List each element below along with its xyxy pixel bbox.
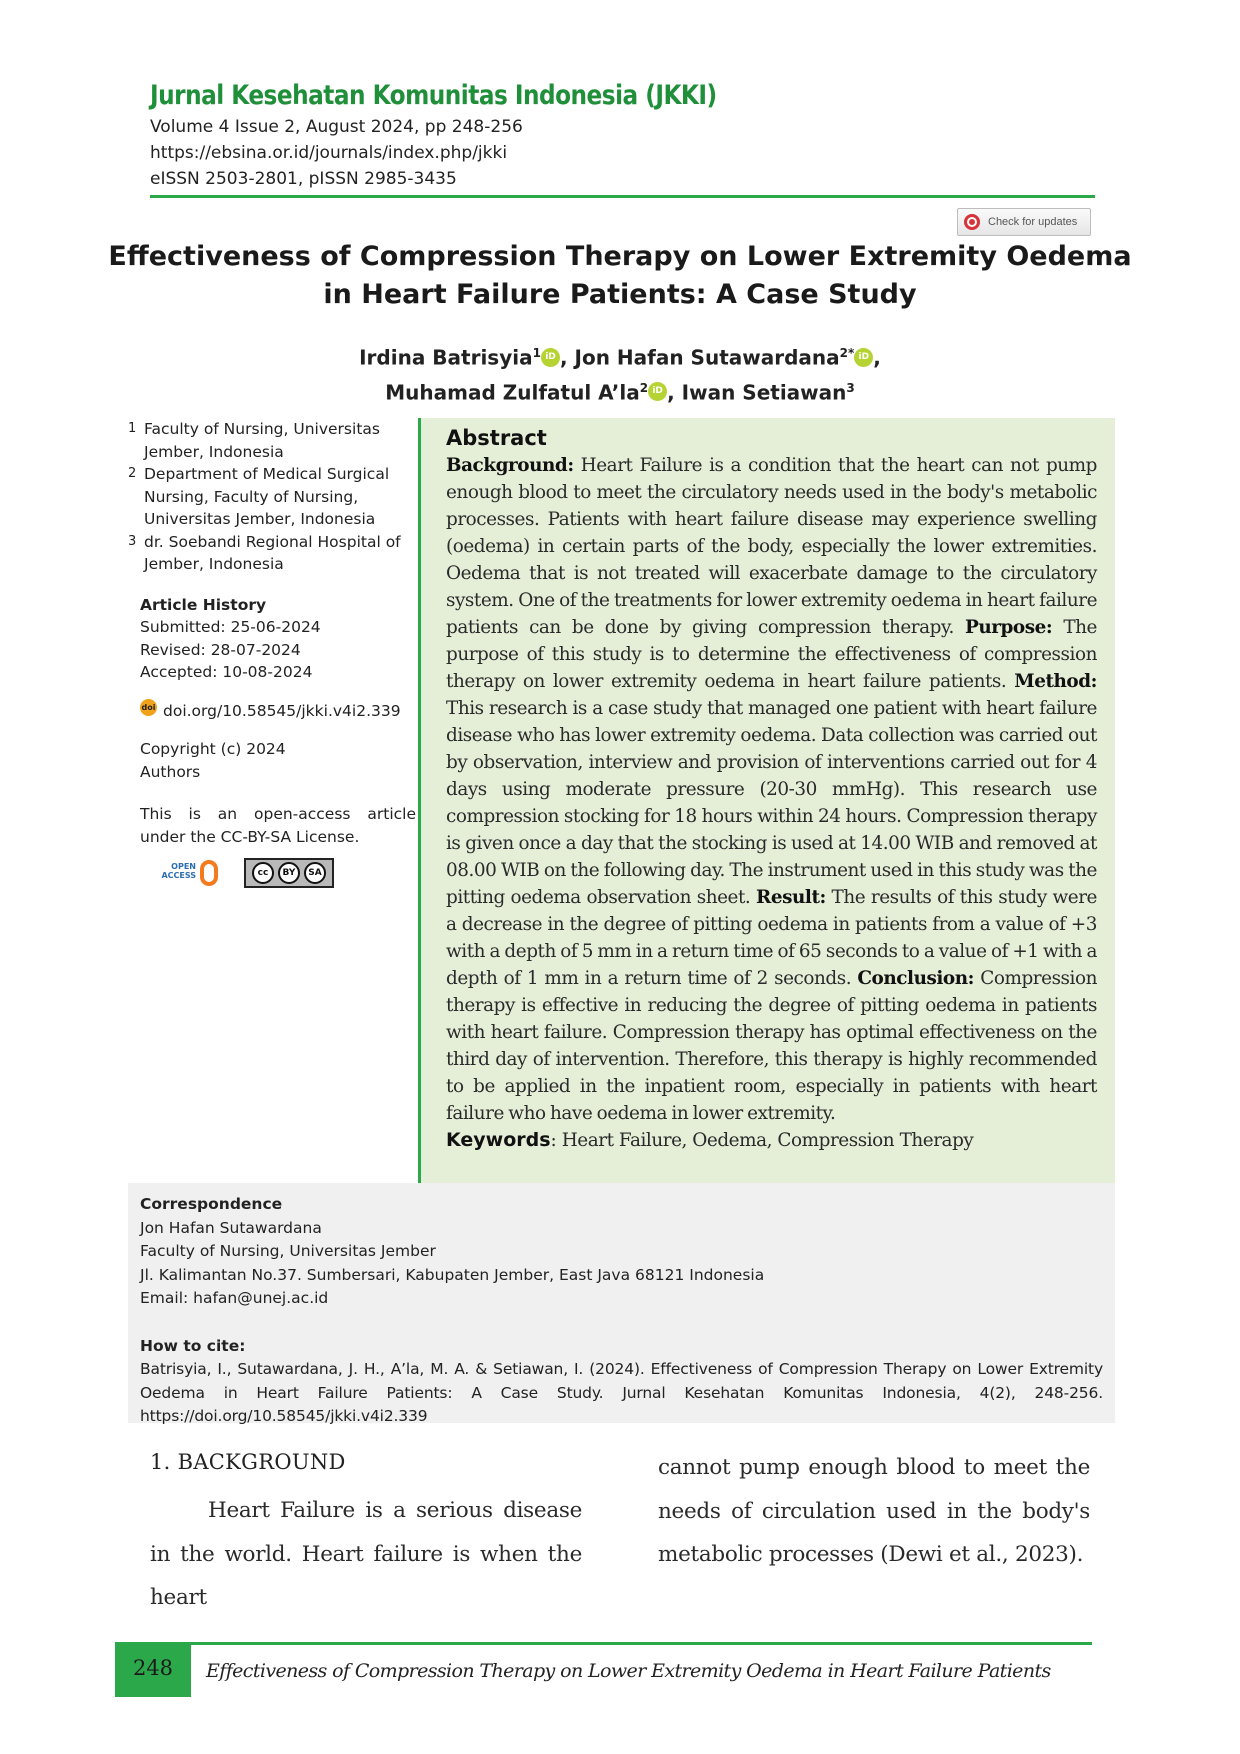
check-for-updates-button[interactable] <box>957 208 1091 236</box>
article-title <box>100 238 1140 314</box>
orcid-icon[interactable]: iD <box>648 382 667 401</box>
revised-date: Revised: 28-07-2024 <box>140 640 301 659</box>
background-text: Heart Failure is a condition that the heart can not pump enough blood to meet the circulatory needs used in the body's metabolic processes. Patients with heart failure disease may experience swelling (oedema) in certain parts of the body, especially the lower extremities. Oedema that is not treated will exacerbate damage to the circulatory system. One of the treatments for lower extremity oedema in heart failure patients can be done by giving compression therapy. <box>446 455 1097 638</box>
doi-text: doi.org/10.58545/jkki.v4i2.339 <box>163 701 401 720</box>
affiliation-item <box>128 531 418 576</box>
journal-title: Jurnal Kesehatan Komunitas Indonesia (JKKI) <box>150 80 717 111</box>
footer-rule <box>115 1642 1092 1645</box>
author-affiliation-mark: 1 <box>532 346 541 360</box>
affiliation-text: dr. Soebandi Regional Hospital of Jember, Indonesia <box>144 532 401 573</box>
body-text-left-column: Heart Failure is a serious disease in the world. Heart failure is when the heart <box>150 1498 582 1610</box>
section-heading: 1. BACKGROUND <box>150 1450 346 1474</box>
purpose-label: Purpose: <box>964 617 1053 638</box>
keywords-label: Keywords <box>446 1129 551 1151</box>
author-affiliation-mark: 2* <box>839 346 855 360</box>
correspondence-heading: Correspondence <box>140 1195 283 1213</box>
journal-url[interactable]: https://ebsina.or.id/journals/index.php/jkki <box>150 143 508 163</box>
method-text: This research is a case study that managed one patient with heart failure disease who has lower extremity oedema. Data collection was carried out by observation, interview and provision of interventions carried out for 4 days using moderate pressure (20-30 mmHg). This research use compression stocking for 18 hours within 24 hours. Compression therapy is given once a day that the stocking is used at 14.00 WIB and removed at 08.00 WIB on the following day. The instrument used in this study was the pitting oedema observation sheet. <box>446 698 1097 908</box>
author-list: Irdina Batrisyia$^1$ iD , Jon Hafan Sutawardana$^{2*}$ iD , Muhamad Zulfatul $A’la^2$ iD , Iwan Setiawan$^3$ <box>359 345 881 405</box>
result-label: Result: <box>756 887 826 908</box>
affiliation-number: 2 <box>128 466 137 481</box>
affiliation-number: 3 <box>128 533 137 549</box>
open-access-label: OPEN ACCESS <box>161 862 196 880</box>
author-name: Muhamad Zulfatul A’la <box>385 380 640 405</box>
open-lock-icon <box>200 860 218 886</box>
doi-icon: doi <box>140 699 157 716</box>
affiliation-item <box>128 463 418 531</box>
affiliation-item <box>128 418 418 463</box>
background-label: Background: <box>446 455 574 476</box>
abstract-text <box>446 452 1097 1127</box>
affiliation-text: Department of Medical Surgical Nursing, Faculty of Nursing, Universitas Jember, Indonesia <box>144 465 390 528</box>
article-history-heading: Article History <box>140 595 267 614</box>
crossmark-icon <box>964 214 980 230</box>
open-access-logo <box>150 858 222 888</box>
journal-issn: eISSN 2503-2801, pISSN 2985-3435 <box>150 169 457 189</box>
how-to-cite-text: Batrisyia, I., Sutawardana, J. H., A’la, M. A. & Setiawan, I. (2024). Effectiveness of Compression Therapy on Lower Extremity Oedema in Heart Failure Patients: A Case Study. Jurnal Kesehatan Komunitas Indonesia, 4(2), 248-256. https://doi.org/10.58545/jkki.v4i2.339 <box>140 1360 1103 1425</box>
copyright-notice: Copyright (c) 2024 Authors <box>140 740 286 781</box>
cc-by-icon: BY <box>278 862 300 884</box>
license-statement: This is an open-access article under the CC-BY-SA License. <box>140 805 416 846</box>
page-number: 248 <box>115 1642 191 1697</box>
accepted-date: Accepted: 10-08-2024 <box>140 663 313 681</box>
how-to-cite-heading: How to cite: <box>140 1336 246 1355</box>
submitted-date: Submitted: 25-06-2024 <box>140 618 321 636</box>
author-name: Irdina Batrisyia <box>359 345 533 370</box>
running-title: Effectiveness of Compression Therapy on Lower Extremity Oedema in Heart Failure Patients <box>206 1660 1051 1682</box>
doi-link[interactable] <box>140 700 418 723</box>
correspondence-box <box>128 1183 1115 1423</box>
abstract-box <box>418 418 1115 1183</box>
article-meta-column <box>128 418 418 888</box>
article-title-line-1: Effectiveness of Compression Therapy on Lower Extremity Oedema <box>108 241 1132 272</box>
keywords-text: : Heart Failure, Oedema, Compression Therapy <box>550 1130 974 1151</box>
cc-icon: cc <box>252 862 274 884</box>
affiliation-text: Faculty of Nursing, Universitas Jember, Indonesia <box>144 420 380 461</box>
conclusion-label: Conclusion: <box>857 968 975 989</box>
author-name: Jon Hafan Sutawardana <box>574 345 840 370</box>
journal-volume: Volume 4 Issue 2, August 2024, pp 248-256 <box>150 117 523 137</box>
purpose-text: The purpose of this study is to determine the effectiveness of compression therapy on lower extremity oedema in heart failure patients. <box>446 617 1097 692</box>
correspondence-address: Jl. Kalimantan No.37. Sumbersari, Kabupaten Jember, East Java 68121 Indonesia <box>140 1265 765 1284</box>
method-label: Method: <box>1014 671 1097 692</box>
abstract-heading: Abstract <box>446 426 547 450</box>
article-title-line-2: in Heart Failure Patients: A Case Study <box>323 279 917 310</box>
cc-by-sa-badge[interactable] <box>244 858 334 888</box>
cc-sa-icon: SA <box>304 862 326 884</box>
affiliation-number: 1 <box>128 421 137 436</box>
correspondence-institution: Faculty of Nursing, Universitas Jember <box>140 1242 436 1260</box>
body-text-right-column: cannot pump enough blood to meet the needs of circulation used in the body's metabolic processes (Dewi et al., 2023). <box>658 1455 1090 1567</box>
result-text: The results of this study were a decrease in the degree of pitting oedema in patients from a value of +3 with a depth of 5 mm in a return time of 65 seconds to a value of +1 with a depth of 1 mm in a return time of 2 seconds. <box>446 887 1097 989</box>
license-logos <box>128 858 418 888</box>
keywords-line <box>446 1127 1097 1154</box>
correspondence-name: Jon Hafan Sutawardana <box>140 1218 322 1237</box>
correspondence-email[interactable]: Email: hafan@unej.ac.id <box>140 1289 329 1307</box>
author-affiliation-mark: 2 <box>639 380 649 395</box>
author-name: Iwan Setiawan <box>681 380 847 405</box>
orcid-icon[interactable]: iD <box>541 348 560 367</box>
author-affiliation-mark: 3 <box>846 380 855 395</box>
conclusion-text: Compression therapy is effective in reducing the degree of pitting oedema in patients with heart failure. Compression therapy has optimal effectiveness on the third day of intervention. Therefore, this therapy is highly recommended to be applied in the inpatient room, especially in patients with heart failure who have oedema in lower extremity. <box>446 968 1097 1124</box>
orcid-icon[interactable]: iD <box>854 348 873 367</box>
check-for-updates-label: Check for updates <box>988 216 1078 228</box>
header-rule <box>150 195 1095 198</box>
